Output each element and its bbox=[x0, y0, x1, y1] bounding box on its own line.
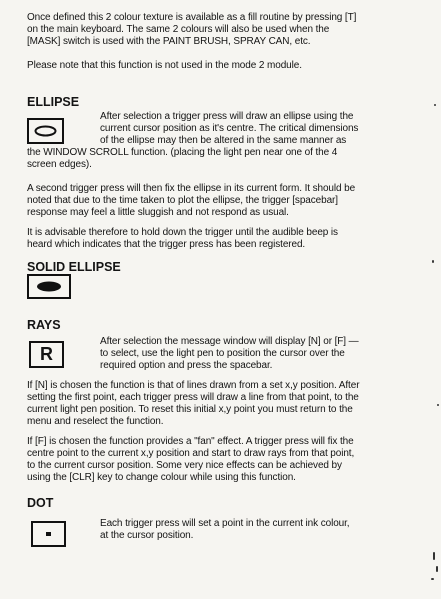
rays-p1-line-1: After selection the message window will display [N] or [F] — bbox=[100, 336, 359, 347]
scan-speck bbox=[434, 104, 436, 106]
ellipse-heading: ELLIPSE bbox=[27, 95, 80, 109]
scan-speck bbox=[436, 566, 438, 572]
ellipse-p1-line-2: current cursor position as it's centre. The critical dimensions bbox=[100, 123, 359, 134]
solid-ellipse-heading: SOLID ELLIPSE bbox=[27, 260, 121, 274]
ellipse-p2-line-1: A second trigger press will then fix the ellipse in its current form. It should be bbox=[27, 183, 356, 194]
dot-p1-line-1: Each trigger press will set a point in the current ink colour, bbox=[100, 518, 350, 529]
dot-icon-point bbox=[46, 532, 51, 536]
rays-p3-line-3: to the current cursor position. Some very nice effects can be achieved by bbox=[27, 460, 342, 471]
scan-speck bbox=[433, 552, 435, 560]
rays-p3-line-2: centre point to the current x,y position and start to draw rays from that point, bbox=[27, 448, 355, 459]
scan-speck bbox=[431, 578, 434, 580]
rays-p1-line-3: required option and press the spacebar. bbox=[100, 360, 273, 371]
dot-p1-line-2: at the cursor position. bbox=[100, 530, 194, 541]
ellipse-p3-line-2: heard which indicates that the trigger press has been registered. bbox=[27, 239, 306, 250]
rays-p2-line-2: setting the first point, each trigger press will draw a line from that point, to the bbox=[27, 392, 359, 403]
ellipse-p1-line-5: screen edges). bbox=[27, 159, 92, 170]
rays-p1-line-2: to select, use the light pen to position the cursor over the bbox=[100, 348, 345, 359]
ellipse-p1-line-3: of the ellipse may then be altered in the same manner as bbox=[100, 135, 347, 146]
rays-p3-line-4: using the [CLR] key to change colour while using this function. bbox=[27, 472, 296, 483]
intro-line-2: on the main keyboard. The same 2 colours will also be used when the bbox=[27, 24, 330, 35]
ellipse-p3-line-1: It is advisable therefore to hold down the trigger until the audible beep is bbox=[27, 227, 338, 238]
rays-p2-line-1: If [N] is chosen the function is that of lines drawn from a set x,y position. After bbox=[27, 380, 360, 391]
solid-ellipse-icon bbox=[27, 274, 71, 299]
ellipse-p1-line-1: After selection a trigger press will draw an ellipse using the bbox=[100, 111, 354, 122]
rays-icon-letter: R bbox=[40, 344, 53, 364]
intro-line-3: [MASK] switch is used with the PAINT BRUSH, SPRAY CAN, etc. bbox=[27, 36, 311, 47]
dot-icon bbox=[31, 521, 66, 547]
intro-note: Please note that this function is not used in the mode 2 module. bbox=[27, 60, 302, 71]
rays-p2-line-4: menu and reselect the function. bbox=[27, 416, 164, 427]
scan-speck bbox=[432, 260, 434, 263]
rays-p2-line-3: current light pen position. To reset this initial x,y point you must return to the bbox=[27, 404, 353, 415]
ellipse-outline-icon bbox=[27, 118, 64, 144]
ellipse-p2-line-3: response may feel a little sluggish and not respond as usual. bbox=[27, 207, 289, 218]
dot-heading: DOT bbox=[27, 496, 54, 510]
rays-p3-line-1: If [F] is chosen the function provides a "fan" effect. A trigger press will fix the bbox=[27, 436, 354, 447]
ellipse-p1-line-4: the WINDOW SCROLL function. (placing the light pen near one of the 4 bbox=[27, 147, 338, 158]
ellipse-p2-line-2: noted that due to the time taken to plot the ellipse, the trigger [spacebar] bbox=[27, 195, 338, 206]
rays-heading: RAYS bbox=[27, 318, 61, 332]
rays-r-icon bbox=[29, 341, 64, 368]
scan-speck bbox=[437, 404, 439, 406]
intro-line-1: Once defined this 2 colour texture is available as a fill routine by pressing [T] bbox=[27, 12, 357, 23]
